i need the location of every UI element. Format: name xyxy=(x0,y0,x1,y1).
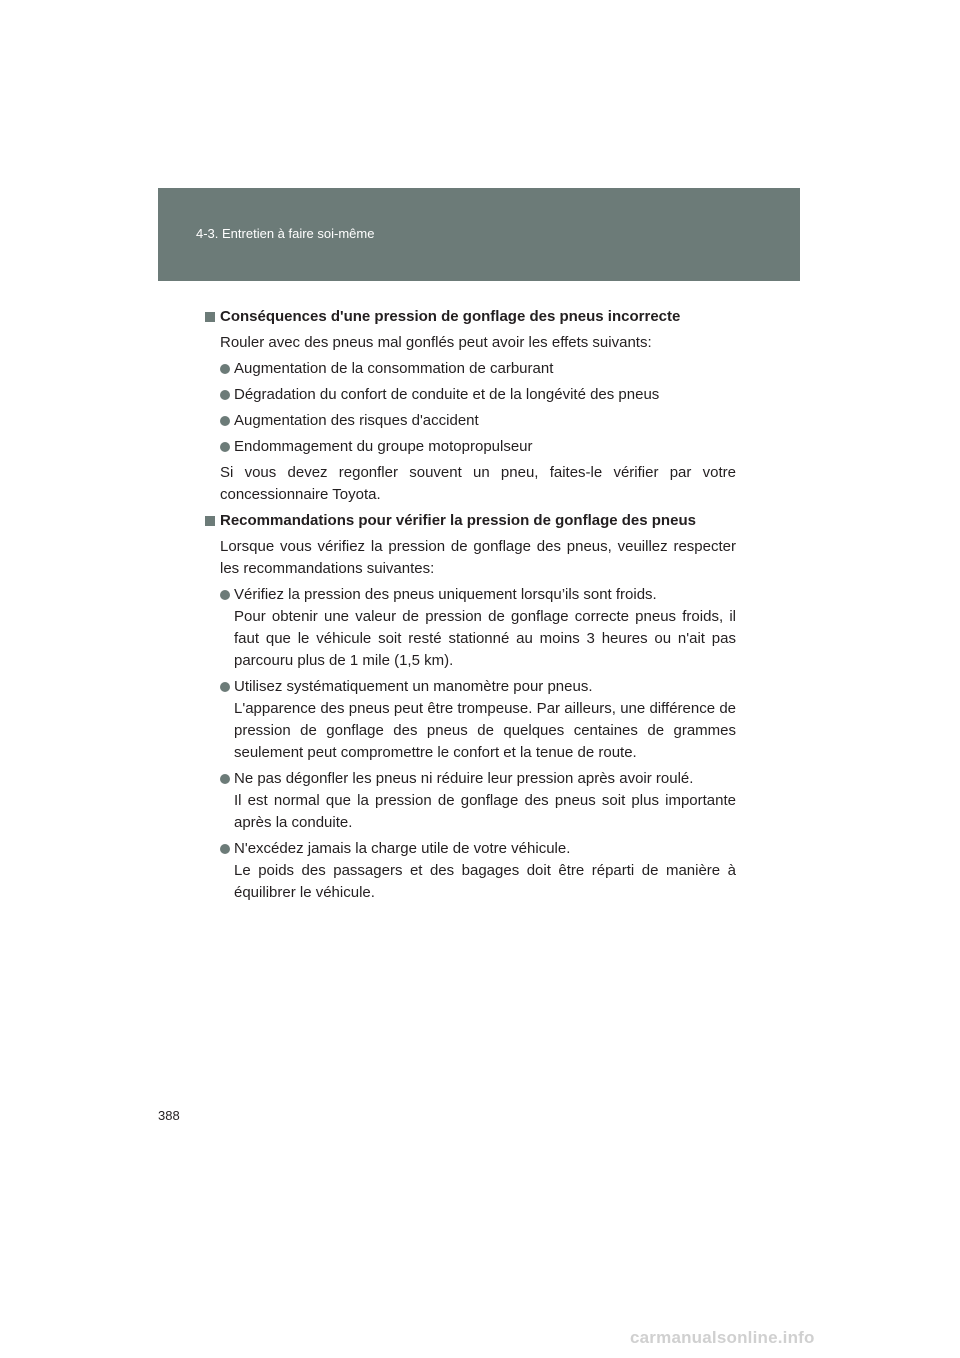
circle-bullet-icon xyxy=(220,416,230,426)
circle-bullet-icon xyxy=(220,364,230,374)
section1-title: Conséquences d'une pression de gonflage des pneus incorrecte xyxy=(220,308,681,325)
watermark: carmanualsonline.info xyxy=(630,1328,815,1347)
section1-intro: Rouler avec des pneus mal gonflés peut avoir les effets suivants: xyxy=(220,334,652,351)
section2-title: Recommandations pour vérifier la pression de gonflage des pneus xyxy=(220,512,696,529)
list-item: Endommagement du groupe motopropulseur xyxy=(205,436,736,458)
square-bullet-icon xyxy=(205,312,215,322)
section1-outro: Si vous devez regonfler souvent un pneu, faites-le vérifier par votre concessionnaire Toyota. xyxy=(220,464,736,503)
circle-bullet-icon xyxy=(220,774,230,784)
list-item: Augmentation de la consommation de carburant xyxy=(205,358,736,380)
section-header-bar xyxy=(158,188,800,281)
section2-intro: Lorsque vous vérifiez la pression de gonflage des pneus, veuillez respecter les recommandations suivantes: xyxy=(220,538,736,577)
circle-bullet-icon xyxy=(220,442,230,452)
page-number: 388 xyxy=(158,1108,180,1123)
list-item: Dégradation du confort de conduite et de la longévité des pneus xyxy=(205,384,736,406)
list-item: Augmentation des risques d'accident xyxy=(205,410,736,432)
square-bullet-icon xyxy=(205,516,215,526)
circle-bullet-icon xyxy=(220,390,230,400)
circle-bullet-icon xyxy=(220,844,230,854)
list-item: Vérifiez la pression des pneus uniquement lorsqu’ils sont froids. Pour obtenir une valeur de pression de gonflage correcte pneus froids, il faut que le véhicule soit resté stationné au moins 3 heures ou n'ait pas parcouru plus de 1 mile (1,5 km). xyxy=(205,584,736,672)
section2-heading xyxy=(205,510,736,532)
section1-heading xyxy=(205,306,736,328)
list-item: Utilisez systématiquement un manomètre pour pneus. L'apparence des pneus peut être trompeuse. Par ailleurs, une différence de pression de gonflage des pneus de quelques centaines de grammes seulement peut compromettre le confort et la tenue de route. xyxy=(205,676,736,764)
circle-bullet-icon xyxy=(220,590,230,600)
list-item: N'excédez jamais la charge utile de votre véhicule. Le poids des passagers et des bagages doit être réparti de manière à équilibrer le véhicule. xyxy=(205,838,736,904)
page-content xyxy=(205,306,736,908)
circle-bullet-icon xyxy=(220,682,230,692)
section-title: 4-3. Entretien à faire soi-même xyxy=(196,226,375,241)
list-item: Ne pas dégonfler les pneus ni réduire leur pression après avoir roulé. Il est normal que la pression de gonflage des pneus soit plus importante après la conduite. xyxy=(205,768,736,834)
